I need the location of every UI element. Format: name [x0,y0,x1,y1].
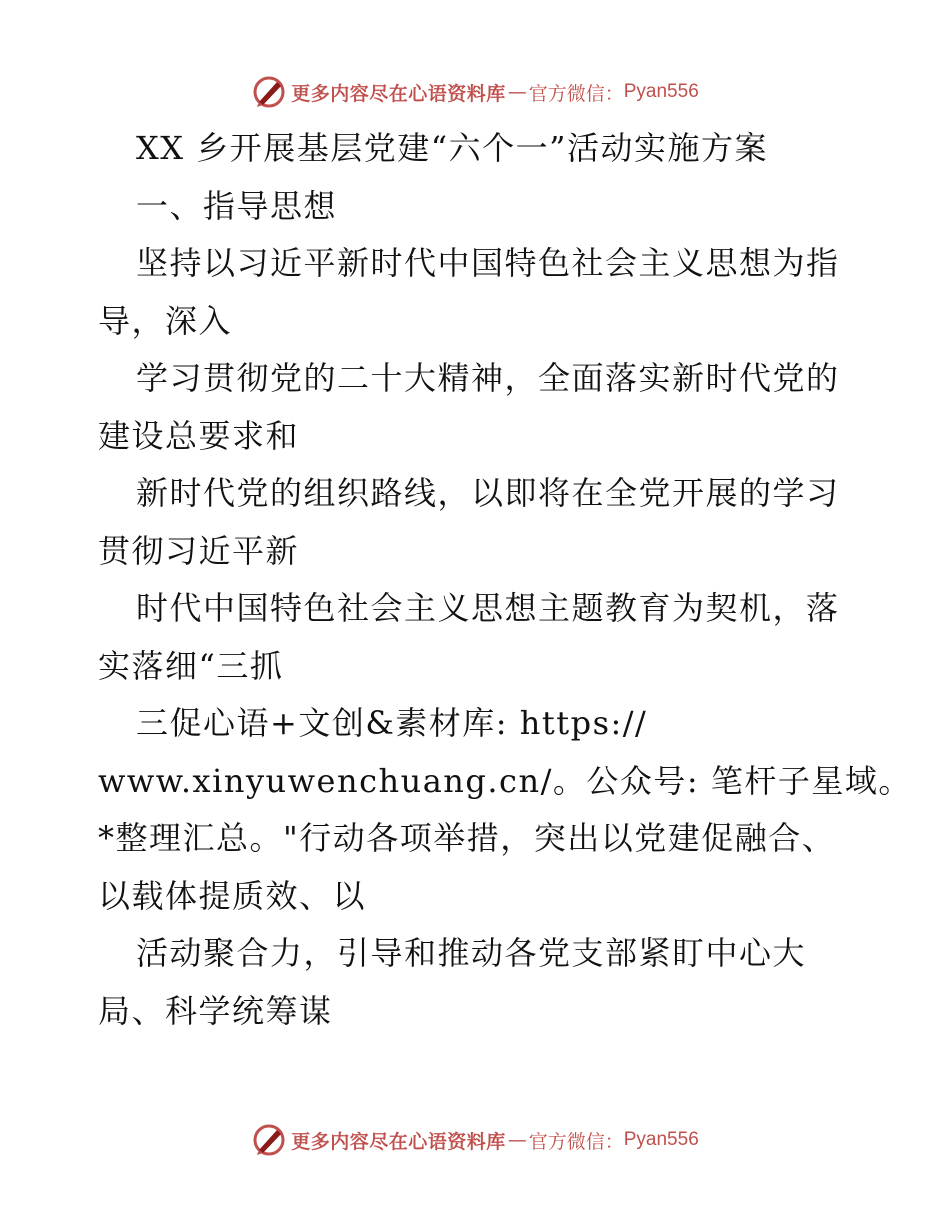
body-line: 局、科学统筹谋 [98,991,333,1030]
document-body [98,120,912,1040]
banner-wechat-id: Pyan556 [623,81,699,102]
banner-wechat-id: Pyan556 [623,1129,699,1150]
body-line: 坚持以习近平新时代中国特色社会主义思想为指 [136,244,840,282]
footer-banner [0,1120,950,1160]
body-line: 贯彻习近平新 [98,531,300,570]
body-line: 时代中国特色社会主义思想主题教育为契机，落 [136,589,840,627]
body-line-url: www.xinyuwenchuang.cn/。公众号: 笔杆子星域。 [98,761,912,800]
banner-separator: — [507,81,527,103]
body-line: 活动聚合力，引导和推动各党支部紧盯中心大 [136,934,807,972]
body-line: 实落细“三抓 [98,646,284,685]
banner-separator: — [507,1129,527,1151]
pen-logo-icon [251,74,287,110]
section-heading: 一、指导思想 [136,186,338,225]
document-title: XX 乡开展基层党建“六个一”活动实施方案 [136,129,768,167]
pen-logo-icon [251,1122,287,1158]
banner-wechat-label: 官方微信： [528,1130,624,1153]
body-line: 导，深入 [98,301,233,340]
body-line: *整理汇总。"行动各项举措，突出以党建促融合、 [98,819,836,857]
body-line: 学习贯彻党的二十大精神，全面落实新时代党的 [136,359,840,397]
body-line: 新时代党的组织路线，以即将在全党开展的学习 [136,474,840,512]
body-line: 以载体提质效、以 [98,876,367,915]
body-line: 三促心语+文创&素材库: https:// [136,704,648,742]
banner-brand-text: 更多内容尽在心语资料库 [291,1130,506,1153]
body-line: 建设总要求和 [98,416,300,455]
banner-brand-text: 更多内容尽在心语资料库 [291,82,506,105]
banner-wechat-label: 官方微信： [528,82,624,105]
header-banner [0,72,950,112]
